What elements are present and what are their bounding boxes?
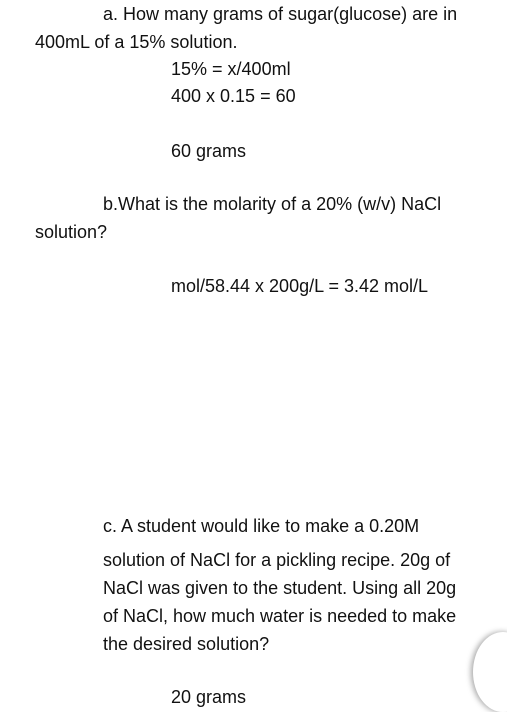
question-a-answer: 60 grams — [171, 141, 247, 161]
question-c-line-5: the desired solution? — [103, 634, 270, 654]
scroll-edge-handle[interactable] — [473, 632, 507, 712]
question-c-answer: 20 grams — [171, 687, 247, 707]
question-b-line-1: b.What is the molarity of a 20% (w/v) NaCl — [103, 194, 442, 214]
question-c-line-4: of NaCl, how much water is needed to make — [103, 606, 457, 626]
question-a-work-line-1: 15% = x/400ml — [171, 59, 291, 79]
question-c-line-2: solution of NaCl for a pickling recipe. 20g of — [103, 550, 451, 570]
question-c-line-3: NaCl was given to the student. Using all 20g — [103, 578, 457, 598]
question-b-work-line-1: mol/58.44 x 200g/L = 3.42 mol/L — [171, 276, 429, 296]
question-c-line-1: c. A student would like to make a 0.20M — [103, 516, 420, 536]
question-a-line-1: a. How many grams of sugar(glucose) are in — [103, 4, 458, 24]
question-a-line-2: 400mL of a 15% solution. — [35, 32, 238, 52]
question-a-work-line-2: 400 x 0.15 = 60 — [171, 86, 296, 106]
question-b-line-2: solution? — [35, 222, 108, 242]
